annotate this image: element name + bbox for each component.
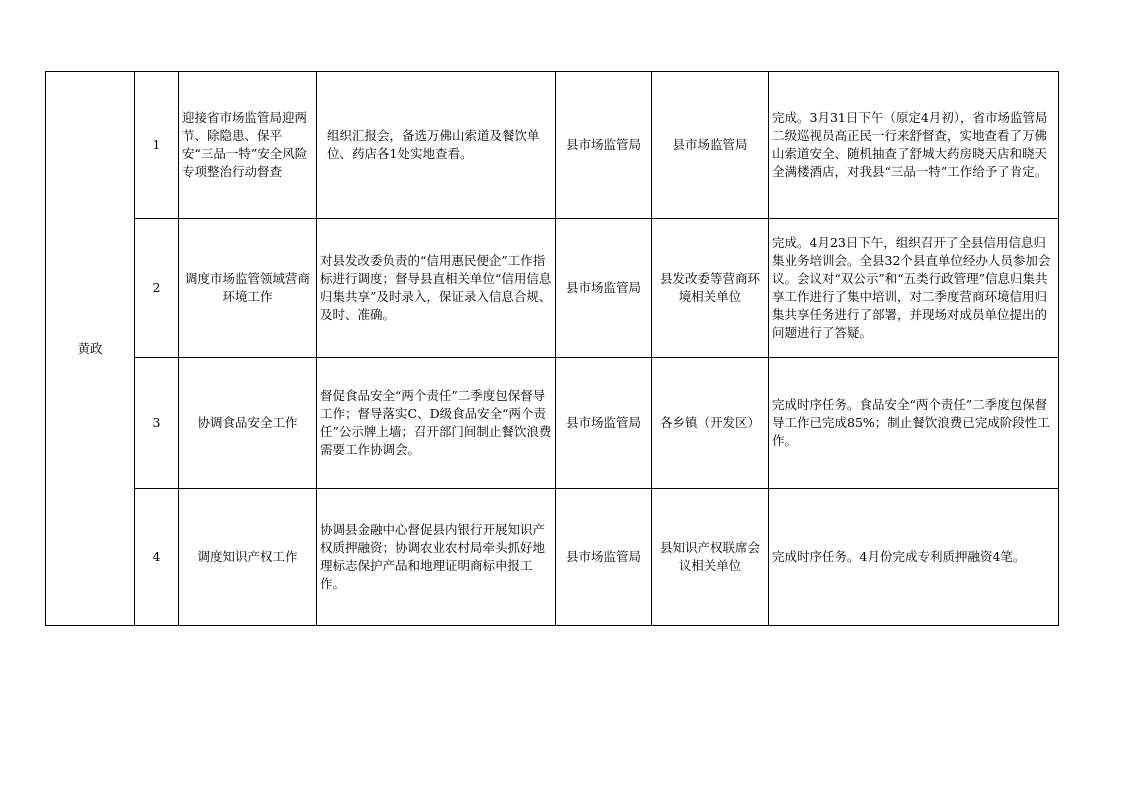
table-row bbox=[46, 219, 1059, 358]
measure-cell: 对县发改委负责的“信用惠民便企”工作指标进行调度；督导县直相关单位“信用信息归集共享”及时录入，保证录入信息合规、及时、准确。 bbox=[317, 219, 556, 358]
table-row bbox=[46, 72, 1059, 219]
lead-department-cell: 县市场监管局 bbox=[556, 72, 652, 219]
measure-cell: 组织汇报会，备选万佛山索道及餐饮单位、药店各1处实地查看。 bbox=[317, 72, 556, 219]
cooperating-department-cell: 各乡镇（开发区） bbox=[652, 358, 769, 489]
completion-status-cell: 完成时序任务。4月份完成专利质押融资4笔。 bbox=[769, 489, 1059, 626]
row-number-cell: 3 bbox=[135, 358, 179, 489]
completion-status-cell: 完成。4月23日下午，组织召开了全县信用信息归集业务培训会。全县32个县直单位经办人员参加会议。会议对“双公示”和“五类行政管理”信息归集共享工作进行了集中培训，对二季度营商环境信用归集共享任务进行了部署，并现场对成员单位提出的问题进行了答疑。 bbox=[769, 219, 1059, 358]
work-item-cell: 调度知识产权工作 bbox=[179, 489, 317, 626]
row-number-cell: 2 bbox=[135, 219, 179, 358]
cooperating-department-cell: 县市场监管局 bbox=[652, 72, 769, 219]
responsible-person-cell: 黄政 bbox=[46, 72, 135, 626]
lead-department-cell: 县市场监管局 bbox=[556, 219, 652, 358]
cooperating-department-cell: 县知识产权联席会议相关单位 bbox=[652, 489, 769, 626]
work-progress-table bbox=[45, 71, 1059, 626]
work-item-cell: 协调食品安全工作 bbox=[179, 358, 317, 489]
table-row bbox=[46, 489, 1059, 626]
measure-cell: 协调县金融中心督促县内银行开展知识产权质押融资；协调农业农村局牵头抓好地理标志保护产品和地理证明商标申报工作。 bbox=[317, 489, 556, 626]
work-item-cell: 迎接省市场监管局迎两节、除隐患、保平安“三品一特”安全风险专项整治行动督查 bbox=[179, 72, 317, 219]
completion-status-cell: 完成。3月31日下午（原定4月初），省市场监管局二级巡视员高正民一行来舒督查，实地查看了万佛山索道安全、随机抽查了舒城大药房晓天店和晓天全满楼酒店，对我县“三品一特”工作给予了肯定。 bbox=[769, 72, 1059, 219]
lead-department-cell: 县市场监管局 bbox=[556, 489, 652, 626]
measure-cell: 督促食品安全“两个责任”二季度包保督导工作；督导落实C、D级食品安全“两个责任”公示牌上墙；召开部门间制止餐饮浪费需要工作协调会。 bbox=[317, 358, 556, 489]
row-number-cell: 4 bbox=[135, 489, 179, 626]
table-row bbox=[46, 358, 1059, 489]
lead-department-cell: 县市场监管局 bbox=[556, 358, 652, 489]
completion-status-cell: 完成时序任务。食品安全“两个责任”二季度包保督导工作已完成85%；制止餐饮浪费已完成阶段性工作。 bbox=[769, 358, 1059, 489]
cooperating-department-cell: 县发改委等营商环境相关单位 bbox=[652, 219, 769, 358]
work-item-cell: 调度市场监管领域营商环境工作 bbox=[179, 219, 317, 358]
row-number-cell: 1 bbox=[135, 72, 179, 219]
